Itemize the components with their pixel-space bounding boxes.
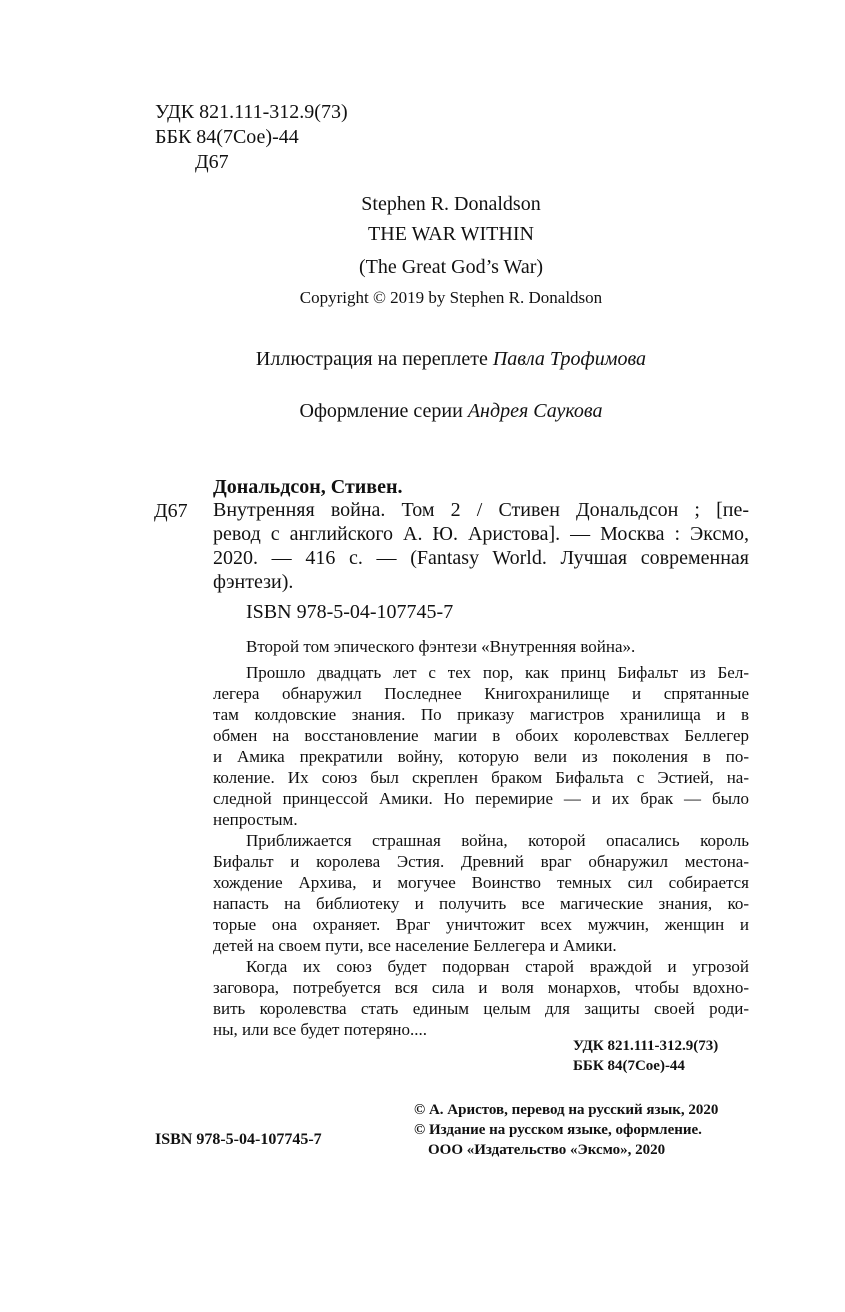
annotation-line: легера обнаружил Последнее Книгохранилище и спрятанные	[213, 684, 749, 703]
annotation-line: Бифальт и королева Эстия. Древний враг обнаружил местона-	[213, 852, 749, 871]
isbn-bottom: ISBN 978-5-04-107745-7	[155, 1131, 322, 1148]
original-subtitle: (The Great God’s War)	[358, 256, 544, 278]
design-label: Оформление серии	[299, 400, 463, 422]
annotation-line: и Амика прекратили войну, которую вели из поколения в по-	[213, 747, 749, 766]
annotation-paragraph-3	[213, 956, 749, 1040]
edition-copyright-line-1: © Издание на русском языке, оформление.	[414, 1122, 702, 1138]
annotation-line: ны, или все будет потеряно....	[213, 1020, 427, 1039]
original-copyright: Copyright © 2019 by Stephen R. Donaldson	[299, 288, 603, 307]
udk-code-bottom: УДК 821.111-312.9(73)	[573, 1038, 719, 1054]
udk-code: УДК 821.111-312.9(73)	[155, 101, 348, 123]
annotation-line: хождение Архива, и могучее Воинство темных сил собирается	[213, 873, 749, 892]
annotation-line: напасть на библиотеку и получить все магические знания, ко-	[213, 894, 749, 913]
annotation-paragraph-1	[213, 662, 749, 830]
designer-name: Андрея Саукова	[467, 400, 603, 422]
catalog-code: Д67	[154, 500, 188, 522]
illustration-credit	[0, 348, 845, 371]
annotation-line: там колдовские знания. По приказу магистров хранилища и в	[213, 705, 749, 724]
annotation-line: обмен на восстановление магии в обоих королевствах Беллегер	[213, 726, 749, 745]
annotation-line: Приближается страшная война, которой опасались король	[246, 831, 749, 850]
original-author: Stephen R. Donaldson	[361, 193, 541, 215]
annotation-line: непростым.	[213, 810, 298, 829]
annotation-line: коление. Их союз был скреплен браком Бифальта с Эстией, на-	[213, 768, 749, 787]
series-design-credit	[0, 400, 845, 423]
annotation-line: торые она охраняет. Враг уничтожит всех мужчин, женщин и	[213, 915, 749, 934]
catalog-description-line: 2020. — 416 с. — (Fantasy World. Лучшая современная	[213, 547, 749, 569]
top-classification-block	[155, 100, 348, 175]
annotation-line: следной принцессой Амики. Но перемирие — и их брак — было	[213, 789, 749, 808]
edition-copyright-line-2: ООО «Издательство «Эксмо», 2020	[428, 1142, 666, 1158]
catalog-description-line: фэнтези).	[213, 571, 294, 593]
catalog-isbn: ISBN 978-5-04-107745-7	[246, 601, 454, 623]
translation-copyright: © А. Аристов, перевод на русский язык, 2020	[414, 1102, 719, 1118]
catalog-description-line: ревод с английского А. Ю. Аристова]. — Москва : Эксмо,	[213, 523, 749, 545]
annotation-line: заговора, потребуется вся сила и воля монархов, чтобы вдохно-	[213, 978, 749, 997]
catalog-description-line: Внутренняя война. Том 2 / Стивен Дональдсон ; [пе-	[213, 499, 749, 521]
catalog-author-heading: Дональдсон, Стивен.	[213, 476, 403, 498]
annotation-paragraph-2	[213, 830, 749, 956]
annotation-line: детей на своем пути, все население Беллегера и Амики.	[213, 936, 617, 955]
original-title: THE WAR WITHIN	[368, 223, 534, 245]
author-mark: Д67	[195, 151, 229, 173]
bbk-code: ББК 84(7Сое)-44	[155, 126, 299, 148]
bbk-code-bottom: ББК 84(7Сое)-44	[573, 1058, 685, 1074]
annotation-line: Прошло двадцать лет с тех пор, как принц Бифальт из Бел-	[246, 663, 749, 682]
bottom-classification-block	[573, 1036, 718, 1076]
illustrator-name: Павла Трофимова	[492, 348, 647, 370]
illustration-label: Иллюстрация на переплете	[255, 348, 488, 370]
annotation-line: Когда их союз будет подорван старой враждой и угрозой	[246, 957, 749, 976]
copyright-block	[414, 1100, 718, 1160]
annotation-line: вить королевства стать единым целым для защиты своей роди-	[213, 999, 749, 1018]
catalog-description	[213, 498, 749, 594]
annotation-intro: Второй том эпического фэнтези «Внутренняя война».	[246, 637, 636, 656]
